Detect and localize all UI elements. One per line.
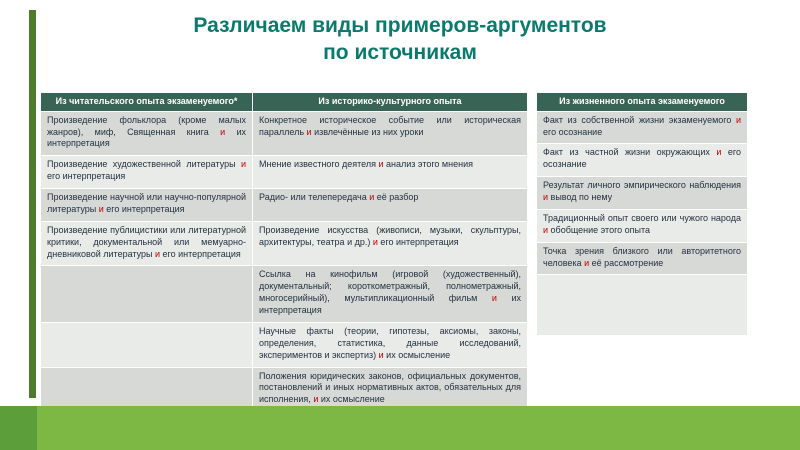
cell-reader-5-empty (41, 266, 253, 323)
header-life-experience: Из жизненного опыта экзаменуемого (537, 93, 748, 112)
cell-life-5: Точка зрения близкого или авторитетного человека и её рассмотрение (537, 242, 748, 275)
cell-life-2: Факт из частной жизни окружающих и его осознание (537, 144, 748, 177)
cell-life-1: Факт из собственной жизни экзаменуемого и его осознание (537, 111, 748, 144)
table-row (41, 156, 528, 189)
cell-reader-3: Произведение научной или научно-популярной литературы и его интерпретация (41, 189, 253, 222)
cell-reader-6-empty (41, 322, 253, 367)
table-row (41, 111, 528, 156)
table-row (41, 221, 528, 266)
main-table-header-row (41, 93, 528, 112)
table-row (537, 111, 748, 144)
title-line-2: по источникам (323, 41, 477, 65)
left-accent-strip (29, 10, 36, 398)
cell-reader-2: Произведение художественной литературы и его интерпретация (41, 156, 253, 189)
side-table-header-row (537, 93, 748, 112)
header-reader-experience: Из читательского опыта экзаменуемого* (41, 93, 253, 112)
table-row (41, 189, 528, 222)
cell-life-4: Традиционный опыт своего или чужого народа и обобщение этого опыта (537, 209, 748, 242)
cell-reader-4: Произведение публицистики или литературной критики, документальной или мемуарно-дневниковой литературы и его интерпретация (41, 221, 253, 266)
title-line-1: Различаем виды примеров-аргументов (193, 14, 607, 37)
table-row (537, 209, 748, 242)
table-row (537, 177, 748, 210)
cell-life-6-empty (537, 275, 748, 336)
cell-historical-1: Конкретное историческое событие или историческая параллель и извлечённые из них уроки (253, 111, 528, 156)
bottom-accent-bar (0, 406, 800, 450)
life-experience-table (536, 92, 748, 336)
bottom-left-square (0, 406, 37, 450)
cell-life-3: Результат личного эмпирического наблюдения и вывод по нему (537, 177, 748, 210)
header-historical-cultural-experience: Из историко-культурного опыта (253, 93, 528, 112)
cell-reader-1: Произведение фольклора (кроме малых жанров), миф, Священная книга и их интерпретация (41, 111, 253, 156)
sources-main-table (40, 92, 528, 412)
cell-historical-6: Научные факты (теории, гипотезы, аксиомы, законы, определения, статистика, данные исследований, экспериментов и экспертиз) и их осмысление (253, 322, 528, 367)
table-row (537, 242, 748, 275)
cell-historical-5: Ссылка на кинофильм (игровой (художественный), документальный; короткометражный, полнометражный, многосерийный), мультипликационный фильм и их интерпретация (253, 266, 528, 323)
cell-historical-2: Мнение известного деятеля и анализ этого мнения (253, 156, 528, 189)
cell-historical-4: Произведение искусства (живописи, музыки, скульптуры, архитектуры, театра и др.) и его интерпретация (253, 221, 528, 266)
cell-historical-7: Положения юридических законов, официальных документов, постановлений и иных нормативных актов, обязательных для исполнения, и их осмысление (253, 367, 528, 412)
table-row (537, 275, 748, 336)
table-row (41, 322, 528, 367)
table-row (41, 367, 528, 412)
cell-historical-3: Радио- или телепередача и её разбор (253, 189, 528, 222)
cell-reader-7-empty (41, 367, 253, 412)
table-row (537, 144, 748, 177)
table-row (41, 266, 528, 323)
page-title (0, 12, 800, 67)
